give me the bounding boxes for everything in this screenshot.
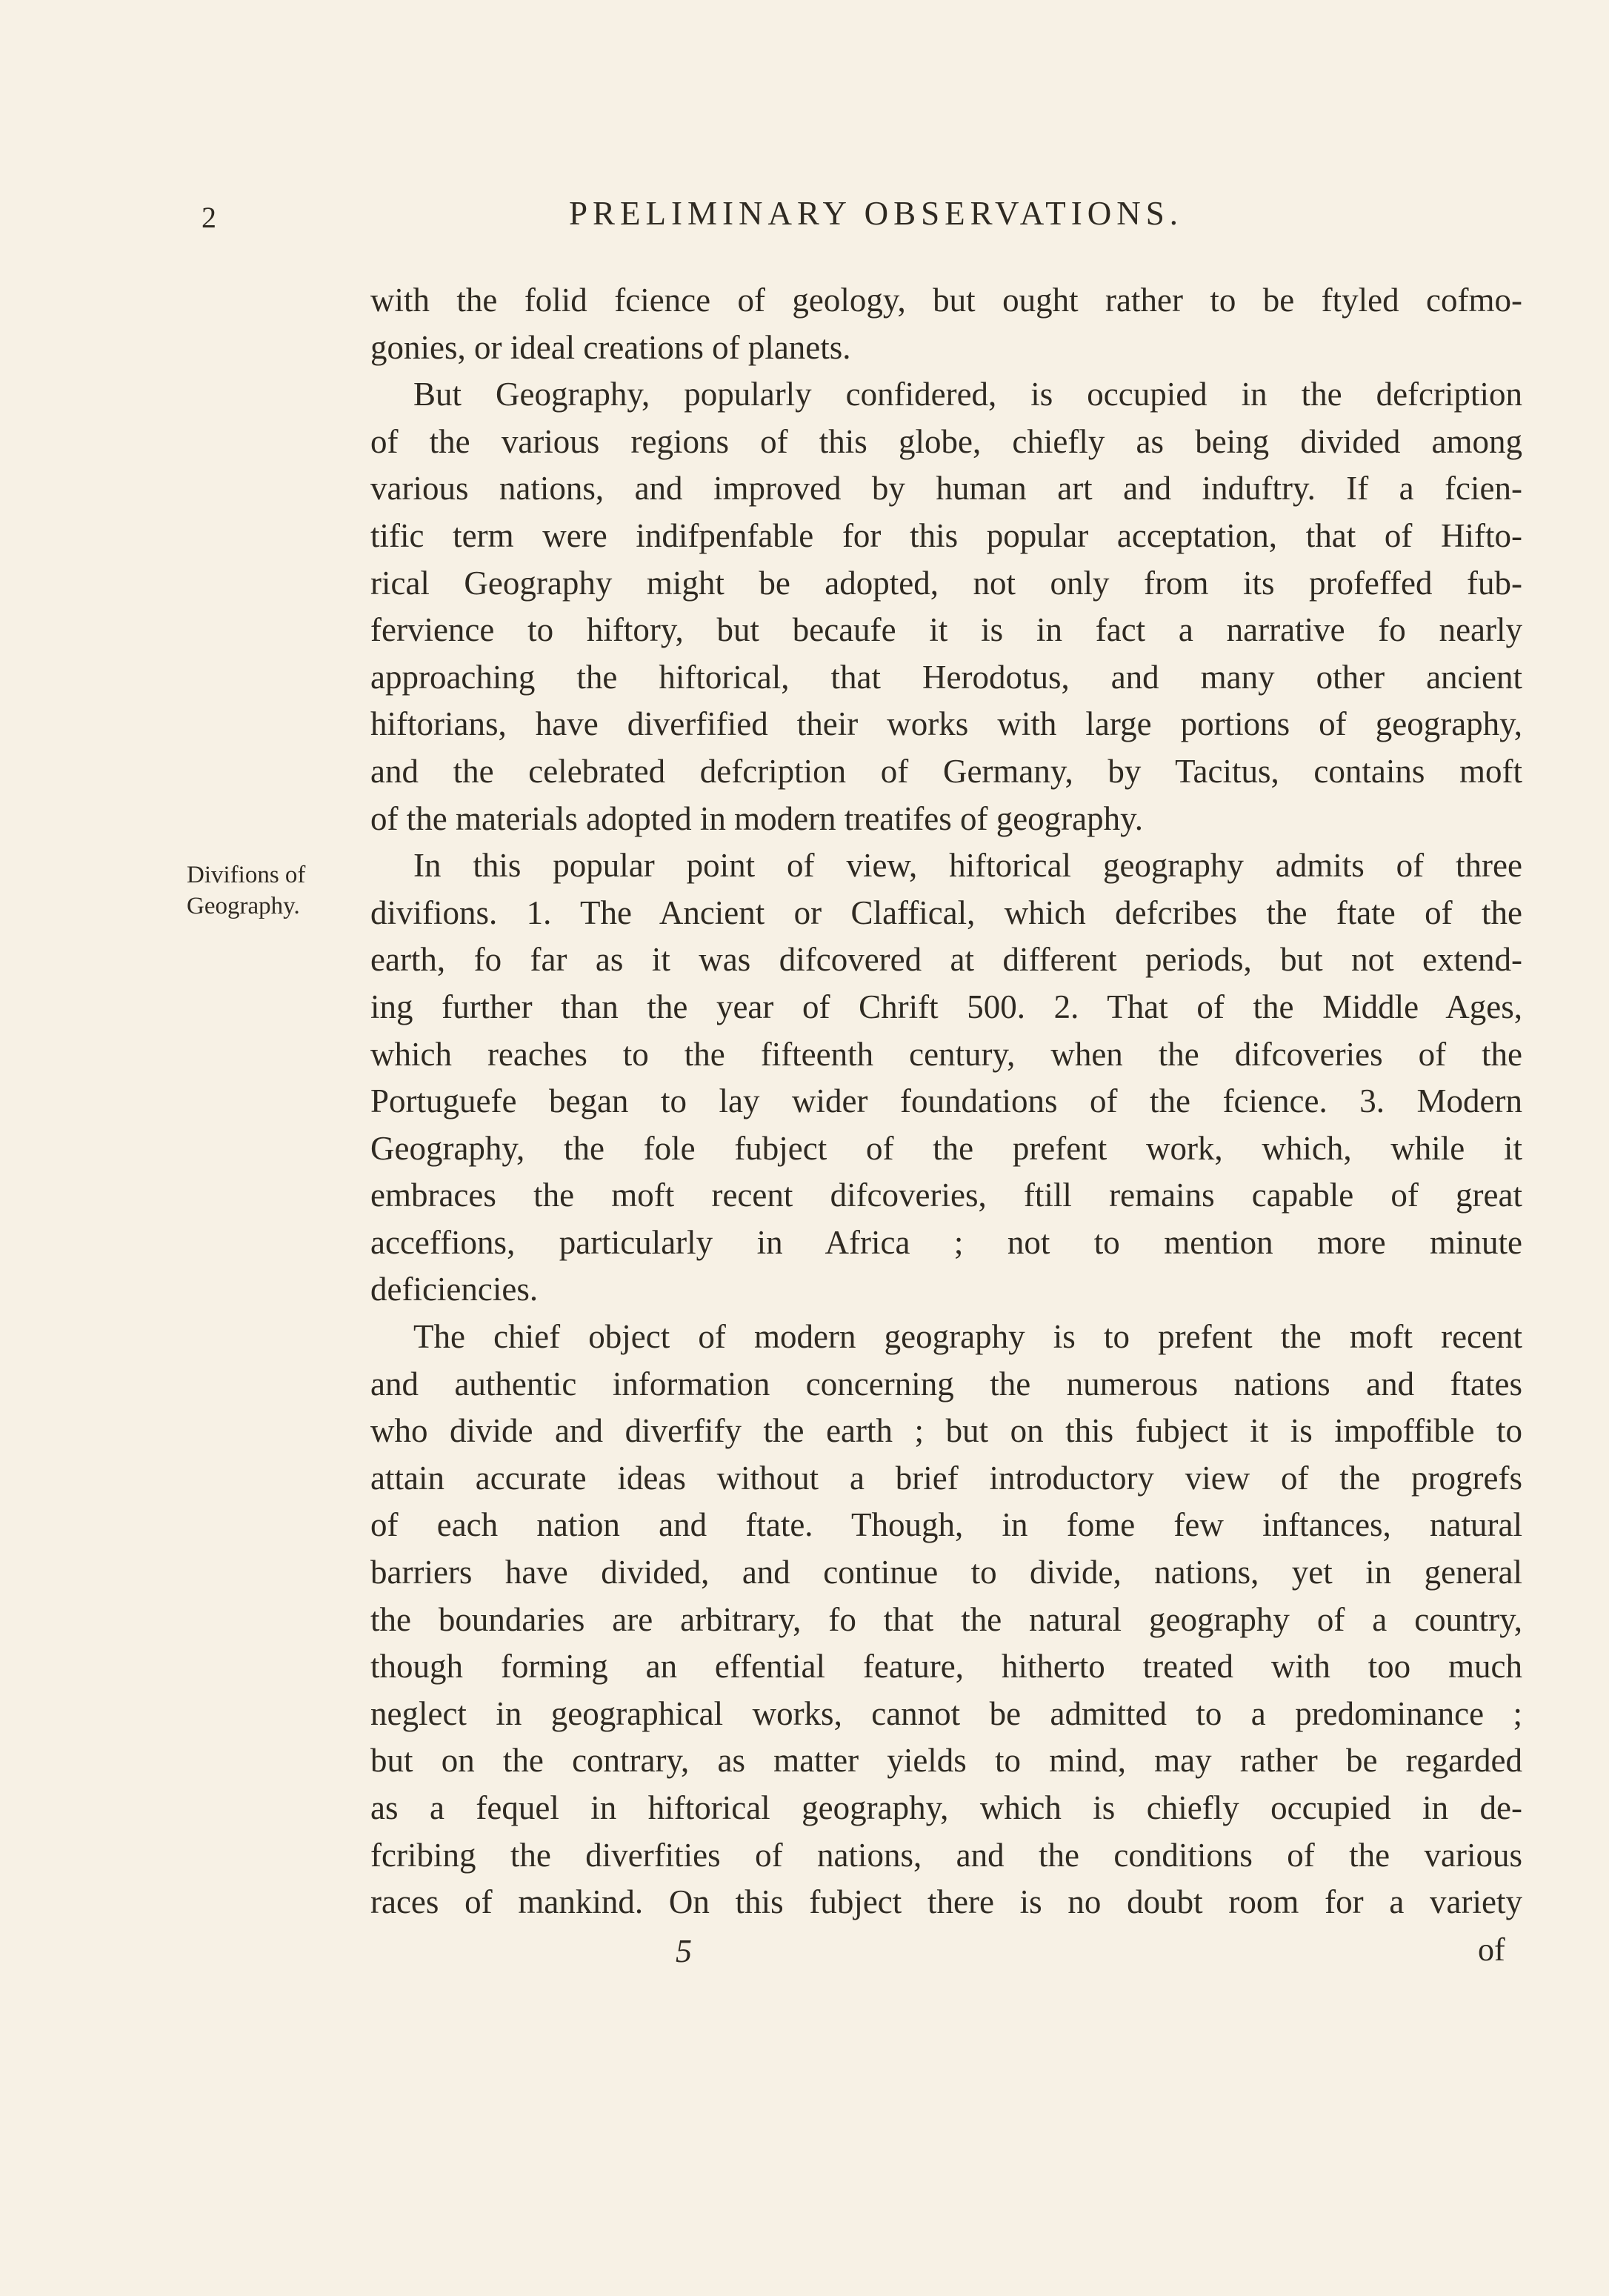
text-line: divifions. 1. The Ancient or Claffical, which defcribes the ftate of the xyxy=(370,894,1522,931)
text-line: and authentic information concerning the numerous nations and ftates xyxy=(370,1365,1522,1402)
text-line: though forming an effential feature, hitherto treated with too much xyxy=(370,1648,1522,1686)
signature-mark: 5 xyxy=(676,1933,692,1969)
text-line: rical Geography might be adopted, not only from its profeffed fub- xyxy=(370,564,1522,602)
text-line: ing further than the year of Chrift 500. 2. That of the Middle Ages, xyxy=(370,988,1522,1025)
paragraph-first-line: But Geography, popularly confidered, is occupied in the defcription xyxy=(413,376,1522,413)
text-line: Portuguefe began to lay wider foundations of the fcience. 3. Modern xyxy=(370,1082,1522,1120)
text-line: barriers have divided, and continue to divide, nations, yet in general xyxy=(370,1554,1522,1591)
text-line: which reaches to the fifteenth century, when the difcoveries of the xyxy=(370,1035,1522,1073)
text-line: of the materials adopted in modern treatifes of geography. xyxy=(370,799,1143,837)
text-line: tific term were indifpenfable for this popular acceptation, that of Hifto- xyxy=(370,516,1522,554)
text-line: earth, fo far as it was difcovered at different periods, but not extend- xyxy=(370,941,1522,979)
text-line: with the folid fcience of geology, but ought rather to be ftyled cofmo- xyxy=(370,282,1522,319)
paragraph-first-line: The chief object of modern geography is to prefent the moft recent xyxy=(413,1318,1522,1356)
paragraph-first-line: In this popular point of view, hiftorical geography admits of three xyxy=(413,847,1522,885)
text-line: hiftorians, have diverfified their works with large portions of geography, xyxy=(370,705,1522,743)
text-line: various nations, and improved by human art and induftry. If a fcien- xyxy=(370,470,1522,508)
text-line: deficiencies. xyxy=(370,1271,539,1308)
margin-note-line: Divifions of xyxy=(187,862,306,888)
text-line: acceffions, particularly in Africa ; not to mention more minute xyxy=(370,1223,1522,1261)
text-line: neglect in geographical works, cannot be admitted to a predominance ; xyxy=(370,1694,1522,1732)
text-line: attain accurate ideas without a brief introductory view of the progrefs xyxy=(370,1459,1522,1497)
text-line: the boundaries are arbitrary, fo that the natural geography of a country, xyxy=(370,1600,1522,1638)
margin-note xyxy=(187,859,350,922)
text-line: embraces the moft recent difcoveries, ftill remains capable of great xyxy=(370,1177,1522,1214)
text-line: fcribing the diverfities of nations, and the conditions of the various xyxy=(370,1836,1522,1874)
text-line: Geography, the fole fubject of the prefent work, which, while it xyxy=(370,1129,1522,1167)
text-line: who divide and diverfify the earth ; but on this fubject it is impoffible to xyxy=(370,1412,1522,1450)
running-head: PRELIMINARY OBSERVATIONS. xyxy=(569,195,1183,232)
text-line: and the celebrated defcription of Germany, by Tacitus, contains moft xyxy=(370,752,1522,790)
text-line: approaching the hiftorical, that Herodotus, and many other ancient xyxy=(370,658,1522,696)
text-line: as a fequel in hiftorical geography, which is chiefly occupied in de- xyxy=(370,1789,1522,1826)
text-line: but on the contrary, as matter yields to mind, may rather be regarded xyxy=(370,1742,1522,1780)
text-line: gonies, or ideal creations of planets. xyxy=(370,328,851,366)
catchword: of xyxy=(1478,1931,1505,1968)
page-number: 2 xyxy=(201,201,217,234)
text-line: of the various regions of this globe, chiefly as being divided among xyxy=(370,422,1522,460)
text-line: races of mankind. On this fubject there is no doubt room for a variety xyxy=(370,1883,1522,1921)
text-line: of each nation and ftate. Though, in fome few inftances, natural xyxy=(370,1506,1522,1544)
body-text xyxy=(370,277,1522,1926)
margin-note-line: Geography. xyxy=(187,893,300,919)
text-line: fervience to hiftory, but becaufe it is in fact a narrative fo nearly xyxy=(370,611,1522,649)
